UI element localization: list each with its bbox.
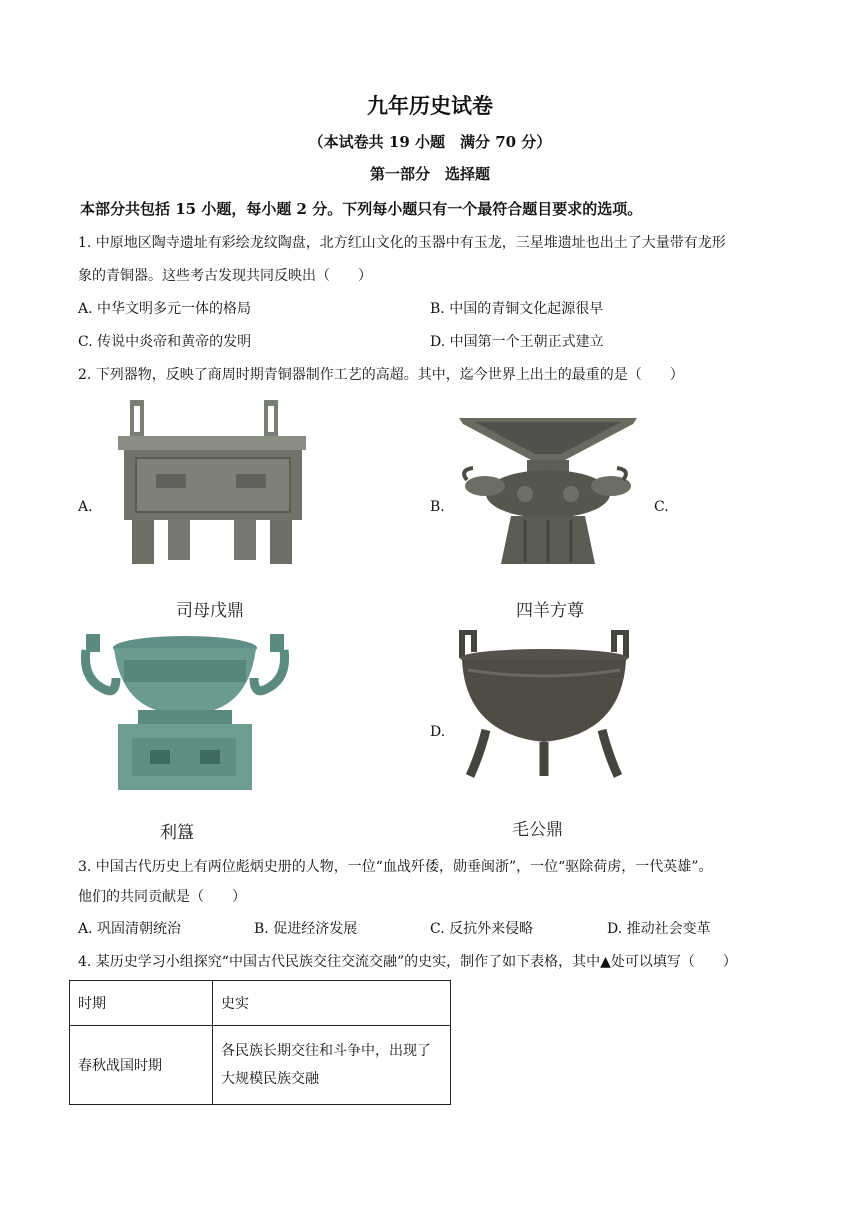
li-gui-image: [80, 626, 290, 792]
four-ram-zun-image: [455, 414, 641, 570]
q2-label-c[interactable]: C.: [654, 499, 669, 515]
q4-table: [69, 980, 451, 1105]
q3-stem-line1: 3. 中国古代历史上有两位彪炳史册的人物，一位“血战歼倭，勋垂闽浙”，一位“驱除荷虏，一代英雄”。: [78, 859, 713, 875]
table-header-row: [70, 981, 451, 1026]
q1-stem-line1: 1. 中原地区陶寺遗址有彩绘龙纹陶盘，北方红山文化的玉器中有玉龙，三星堆遗址也出土了大量带有龙形: [78, 235, 726, 251]
q3-stem-line2: 他们的共同贡献是（ ）: [78, 889, 246, 905]
table-cell-fact-line2: 大规模民族交融: [221, 1071, 319, 1087]
q2-stem: 2. 下列器物，反映了商周时期青铜器制作工艺的高超。其中，迄今世界上出土的最重的是（ ）: [78, 367, 684, 383]
q4-stem: 4. 某历史学习小组探究“中国古代民族交往交流交融”的史实，制作了如下表格，其中▲处可以填写（ ）: [78, 954, 737, 970]
table-row: [70, 1026, 451, 1105]
section-instructions: 本部分共包括 15 小题，每小题 2 分。下列每小题只有一个最符合题目要求的选项。: [80, 200, 643, 218]
simuwu-ding-image: [116, 396, 316, 572]
q1-option-a[interactable]: A. 中华文明多元一体的格局: [78, 301, 252, 317]
q1-option-b[interactable]: B. 中国的青铜文化起源很早: [430, 301, 604, 317]
q3-option-d[interactable]: D. 推动社会变革: [607, 921, 711, 937]
section-heading: 第一部分 选择题: [369, 165, 490, 183]
table-cell-fact-line1: 各民族长期交往和斗争中，出现了: [221, 1043, 431, 1059]
page-title: 九年历史试卷: [367, 93, 493, 118]
table-header-fact: 史实: [213, 981, 451, 1026]
q3-option-b[interactable]: B. 促进经济发展: [254, 921, 358, 937]
table-header-period: 时期: [70, 981, 213, 1026]
caption-maogong-ding: 毛公鼎: [512, 820, 563, 840]
q3-option-a[interactable]: A. 巩固清朝统治: [78, 921, 182, 937]
caption-li-gui: 利簋: [160, 823, 194, 843]
caption-four-ram-zun: 四羊方尊: [516, 601, 584, 621]
q2-label-d[interactable]: D.: [430, 724, 446, 740]
q2-label-b[interactable]: B.: [430, 499, 445, 515]
table-cell-fact: [213, 1026, 451, 1105]
exam-subtitle: （本试卷共 19 小题 满分 70 分）: [308, 133, 552, 151]
q1-option-d[interactable]: D. 中国第一个王朝正式建立: [430, 334, 604, 350]
q1-stem-line2: 象的青铜器。这些考古发现共同反映出（ ）: [78, 268, 372, 284]
caption-simuwu-ding: 司母戊鼎: [176, 601, 244, 621]
table-cell-period: 春秋战国时期: [70, 1026, 213, 1105]
q1-option-c[interactable]: C. 传说中炎帝和黄帝的发明: [78, 334, 252, 350]
maogong-ding-image: [456, 630, 632, 780]
q3-option-c[interactable]: C. 反抗外来侵略: [430, 921, 534, 937]
q2-label-a[interactable]: A.: [78, 499, 93, 515]
